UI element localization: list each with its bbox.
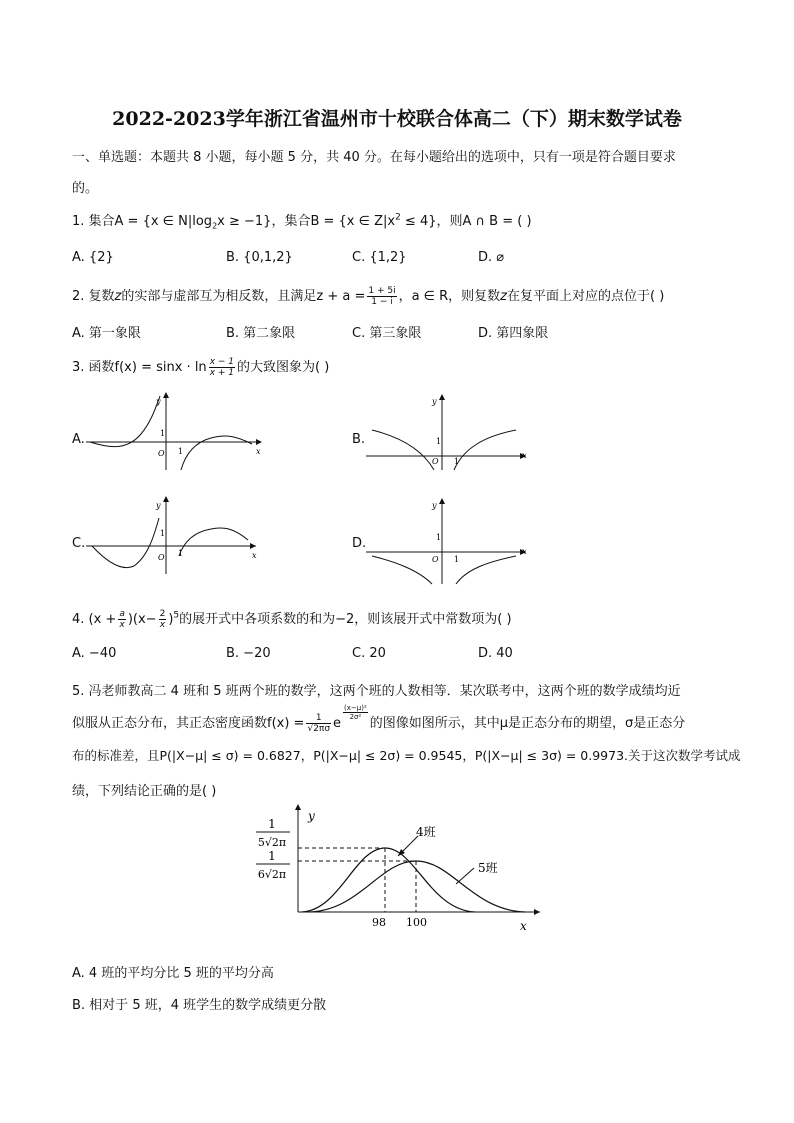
question-4-stem: 4. (x + $\frac{a}{x}$ )(x− $\frac{2}{x}$ )$^5$的展开式中各项系数的和为−2，则该展开式中常数项为( ) <box>72 609 512 630</box>
q4-option-a: A. −40 <box>72 646 117 661</box>
q5-exponent: $\frac{\text{(x−μ)²}}{\text{2σ²}}$ <box>344 704 367 721</box>
q4-option-c: C. 20 <box>352 646 386 661</box>
curve-right <box>179 528 248 556</box>
origin-label: O <box>158 553 165 562</box>
q1-option-a: A. {2} <box>72 250 114 265</box>
page-title: 2022-2023学年浙江省温州市十校联合体高二（下）期末数学试卷 <box>112 108 682 130</box>
question-5-line-2: 似服从正态分布，其正态密度函数f(x) = $\frac{1}{√2\pi\sigma}$ e $\frac{\text{(x−μ)²}}{\text{2σ²}}$ 的图像如图所示，其中μ是正态分布的期望，σ是正态分 <box>72 704 686 734</box>
x-one-label: 1 <box>178 549 184 558</box>
x-label: x <box>522 547 527 556</box>
label-class-5: 5班 <box>478 861 498 875</box>
y-one-label: 1 <box>160 429 166 438</box>
graph-b-label: B. <box>352 432 366 447</box>
yfrac2-den: 6√2π <box>257 868 287 881</box>
curve-left <box>90 396 160 447</box>
q4-fraction-2: $\frac{2}{x}$ <box>159 609 166 630</box>
x-label: x <box>520 919 527 932</box>
tick-100: 100 <box>406 916 427 929</box>
yfrac2-num: 1 <box>268 849 276 863</box>
q4-option-d: D. 40 <box>478 646 513 661</box>
graph-a-label: A. <box>72 432 85 447</box>
origin-label: O <box>432 555 439 564</box>
curve-right <box>454 430 516 470</box>
y-axis-arrow <box>163 392 169 398</box>
y-label: y <box>432 501 437 510</box>
y-label: y <box>432 397 437 406</box>
label-class-4: 4班 <box>416 825 436 839</box>
y-axis-arrow <box>439 498 445 504</box>
x-one-label: 1 <box>454 555 460 564</box>
x-label: x <box>256 447 261 456</box>
graph-c-label: C. <box>72 536 86 551</box>
y-one-label: 1 <box>160 529 166 538</box>
x-axis-arrow <box>256 439 262 445</box>
yfrac1-num: 1 <box>268 817 276 831</box>
leader-5 <box>456 868 474 884</box>
curve-left <box>92 518 159 568</box>
q2-option-c: C. 第三象限 <box>352 326 422 341</box>
curve-class-4 <box>302 848 475 912</box>
q1-option-d: D. ⌀ <box>478 250 505 265</box>
x-one-label: 1 <box>178 447 184 456</box>
q2-fraction: $\frac{1 + 5i}{1 - i}$ <box>368 286 396 307</box>
origin-label: O <box>158 449 165 458</box>
q5-option-b: B. 相对于 5 班，4 班学生的数学成绩更分散 <box>72 998 327 1013</box>
x-axis-arrow <box>534 909 540 915</box>
y-one-label: 1 <box>436 533 442 542</box>
question-5-line-3: 布的标准差，且P(|X−μ| ≤ σ) = 0.6827，P(|X−μ| ≤ 2σ) = 0.9545，P(|X−μ| ≤ 3σ) = 0.9973.关于这次数学考试成 <box>72 748 741 763</box>
q2-option-d: D. 第四象限 <box>478 326 549 341</box>
q1-option-c: C. {1,2} <box>352 250 407 265</box>
y-label: y <box>156 501 161 510</box>
q5-option-a: A. 4 班的平均分比 5 班的平均分高 <box>72 966 274 981</box>
tick-98: 98 <box>372 916 386 929</box>
question-5-line-4: 绩，下列结论正确的是( ) <box>72 784 217 799</box>
yfrac1-den: 5√2π <box>257 836 287 849</box>
x-one-label: 1 <box>454 457 460 466</box>
q4-option-b: B. −20 <box>226 646 271 661</box>
q5-fraction: $\frac{1}{√2\pi\sigma}$ <box>307 713 331 734</box>
q2-option-a: A. 第一象限 <box>72 326 141 341</box>
curve-right <box>456 556 516 584</box>
x-axis-arrow <box>250 543 256 549</box>
y-label: y <box>308 809 315 823</box>
curve-left <box>372 430 434 470</box>
y-axis-arrow <box>295 804 301 810</box>
question-2-stem: 2. 复数z的实部与虚部互为相反数，且满足z + a = $\frac{1 + 5i}{1 - i}$ ，a ∈ R，则复数z在复平面上对应的点位于( ) <box>72 286 665 307</box>
x-label: x <box>522 451 527 460</box>
q4-fraction-1: $\frac{a}{x}$ <box>119 609 125 630</box>
normal-distribution-figure <box>250 802 550 932</box>
q1-option-b: B. {0,1,2} <box>226 250 293 265</box>
y-axis-arrow <box>439 394 445 400</box>
y-axis-arrow <box>163 496 169 502</box>
graph-a <box>86 392 266 472</box>
origin-label: O <box>432 457 439 466</box>
x-label: x <box>252 551 257 560</box>
curve-right <box>181 436 252 470</box>
graph-c <box>86 496 266 576</box>
curve-left <box>372 556 432 584</box>
question-3-stem: 3. 函数f(x) = sinx · ln $\frac{x - 1}{x + 1}$ 的大致图象为( ) <box>72 357 330 378</box>
q2-option-b: B. 第二象限 <box>226 326 296 341</box>
question-5-line-1: 5. 冯老师教高二 4 班和 5 班两个班的数学，这两个班的人数相等．某次联考中，这两个班的数学成绩均近 <box>72 684 681 699</box>
y-one-label: 1 <box>436 437 442 446</box>
graph-d-label: D. <box>352 536 367 551</box>
graph-b <box>366 392 546 472</box>
graph-d <box>366 496 546 586</box>
section-heading-cont: 的。 <box>72 181 99 196</box>
y-label: y <box>156 397 161 406</box>
question-1-stem: 1. 集合A = {x ∈ $N|\log_2x \ge -1$}，集合B = {x ∈ $Z|x^2 \le 4$}，则A ∩ B = ( ) <box>72 212 532 231</box>
q3-fraction: $\frac{x - 1}{x + 1}$ <box>209 357 235 378</box>
section-heading: 一、单选题：本题共 8 小题，每小题 5 分，共 40 分。在每小题给出的选项中，只有一项是符合题目要求 <box>72 150 676 165</box>
